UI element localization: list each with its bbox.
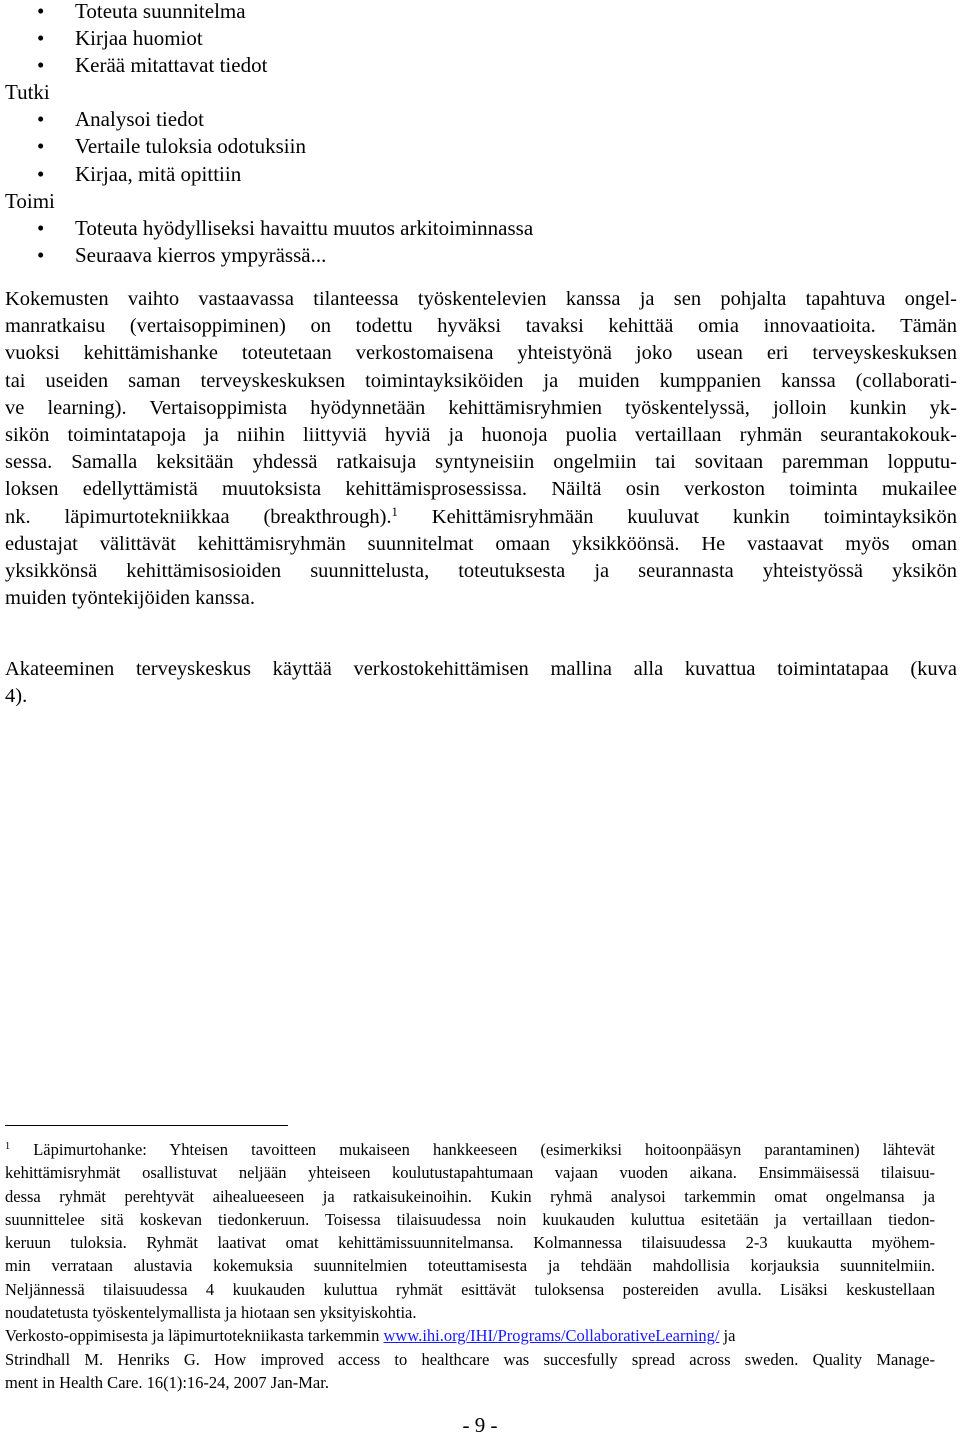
footnote (5, 1138, 935, 1394)
footnote-text: Verkosto-oppimisesta ja läpimurtotekniikasta tarkemmin (5, 1326, 384, 1346)
paragraph-line: Akateeminen terveyskeskus käyttää verkostokehittämisen mallina alla kuvattua toimintatapaa (kuva (5, 658, 957, 680)
paragraph-line: loksen edellyttämistä muutoksista kehittämisprosessissa. Näiltä osin verkoston toiminta mukailee (5, 478, 957, 501)
footnote-line: Neljännessä tilaisuudessa 4 kuukauden kuluttua ryhmät esittävät tuloksensa postereiden avulla. Lisäksi keskustellaan (5, 1279, 935, 1299)
section-heading-toimi: Toimi (5, 189, 55, 213)
footnote-reference-line (5, 1324, 935, 1347)
footnote-line: min verrataan alustavia kokemuksia suunnitelmien toteuttamisesta ja tehdään mahdollisia korjauksia suunnitelmiin. (5, 1256, 935, 1276)
footnote-text: Läpimurtohanke: Yhteisen tavoitteen mukaiseen hankkeeseen (esimerkiksi hoitoonpääsyn parantaminen) lähtevät (10, 1140, 935, 1159)
paragraph-line: muiden työntekijöiden kanssa. (5, 587, 255, 610)
footnote-reference[interactable]: 1 (391, 504, 398, 519)
list-item: Kirjaa huomiot (75, 26, 203, 50)
paragraph-line: vuoksi kehittämishanke toteutetaan verkostomaisena yhteistyönä joko usean eri terveyskeskuksen (5, 342, 957, 365)
body-paragraph (5, 656, 957, 710)
paragraph-line-with-footnote (5, 504, 957, 531)
list-item: Kirjaa, mitä opittiin (75, 162, 242, 186)
list-item: Vertaile tuloksia odotuksiin (75, 134, 306, 158)
footnote-line: keruun tuloksia. Ryhmät laativat omat kehittämissuunnitelmansa. Kolmannessa tilaisuudessa 2-3 kuukautta myöhem- (5, 1233, 935, 1253)
footnote-citation-line: Strindhall M. Henriks G. How improved access to healthcare was succesfully spread across sweden. Quality Manage- (5, 1349, 935, 1369)
paragraph-line: 4). (5, 685, 28, 708)
paragraph-line: yksikkönsä kehittämisosioiden suunnittelusta, toteutuksesta ja seurannasta yhteistyössä yksikön (5, 560, 957, 583)
paragraph-line: Kokemusten vaihto vastaavassa tilanteessa työskentelevien kanssa ja sen pohjalta tapahtuva ongel- (5, 288, 957, 310)
footnote-line (5, 1138, 935, 1161)
footnote-line: noudatetusta työskentelymallista ja hiotaan sen yksityiskohtia. (5, 1303, 417, 1323)
paragraph-line: ve learning). Vertaisoppimista hyödynnetään kehittämisryhmien työskentelyssä, jolloin kunkin yk- (5, 396, 957, 419)
bullet-icon: • (37, 0, 45, 23)
paragraph-text: Kehittämisryhmään kuuluvat kunkin toimintayksikön (397, 505, 957, 528)
bullet-icon: • (37, 243, 45, 267)
footnote-text: ja (719, 1326, 736, 1346)
bullet-icon: • (37, 107, 45, 131)
bullet-icon: • (37, 162, 45, 186)
list-item: Seuraava kierros ympyrässä... (75, 243, 327, 267)
paragraph-line: manratkaisu (vertaisoppiminen) on todettu hyväksi tavaksi kehittää omia innovaatioita. Tämän (5, 315, 957, 338)
body-paragraph (5, 286, 957, 612)
footnote-citation-line: ment in Health Care. 16(1):16-24, 2007 Jan-Mar. (5, 1372, 329, 1392)
section-heading-tutki: Tutki (5, 80, 50, 104)
ihi-collaborative-learning-link[interactable]: www.ihi.org/IHI/Programs/CollaborativeLearning/ (383, 1326, 720, 1346)
paragraph-line: tai useiden saman terveyskeskuksen toimintayksiköiden ja muiden kumppanien kanssa (collaborati- (5, 369, 957, 392)
footnote-separator (5, 1125, 288, 1126)
paragraph-line: sessa. Samalla keksitään yhdessä ratkaisuja syntyneisiin ongelmiin tai sovitaan paremman lopputu- (5, 451, 957, 474)
footnote-line: dessa ryhmät perehtyvät aihealueeseen ja ratkaisukeinoihin. Kukin ryhmä analysoi tarkemmin omat ongelmansa ja (5, 1186, 935, 1206)
bullet-icon: • (37, 26, 45, 50)
page-number: - 9 - (462, 1413, 498, 1437)
bullet-icon: • (37, 53, 45, 77)
list-item: Toteuta suunnitelma (75, 0, 246, 23)
list-item: Toteuta hyödylliseksi havaittu muutos arkitoiminnassa (75, 216, 534, 240)
paragraph-line: sikön toimintatapoja ja niihin liittyviä hyviä ja huonoja puolia vertaillaan ryhmän seurantakokouk- (5, 424, 957, 447)
footnote-marker: 1 (5, 1141, 11, 1153)
footnote-line: suunnittelee sitä koskevan tiedonkeruun. Toisessa tilaisuudessa noin kuukauden kuluttua esitetään ja vertaillaan tiedon- (5, 1209, 935, 1229)
list-item: Analysoi tiedot (75, 107, 204, 131)
paragraph-text: nk. läpimurtotekniikkaa (breakthrough). (5, 505, 392, 528)
bullet-icon: • (37, 216, 45, 240)
bullet-icon: • (37, 134, 45, 158)
paragraph-line: edustajat välittävät kehittämisryhmän suunnitelmat omaan yksikköönsä. He vastaavat myös oman (5, 532, 957, 555)
list-item: Kerää mitattavat tiedot (75, 53, 268, 77)
footnote-line: kehittämisryhmät osallistuvat neljään yhteiseen koulutustapahtumaan vajaan vuoden aikana. Ensimmäisessä tilaisuu- (5, 1163, 935, 1183)
